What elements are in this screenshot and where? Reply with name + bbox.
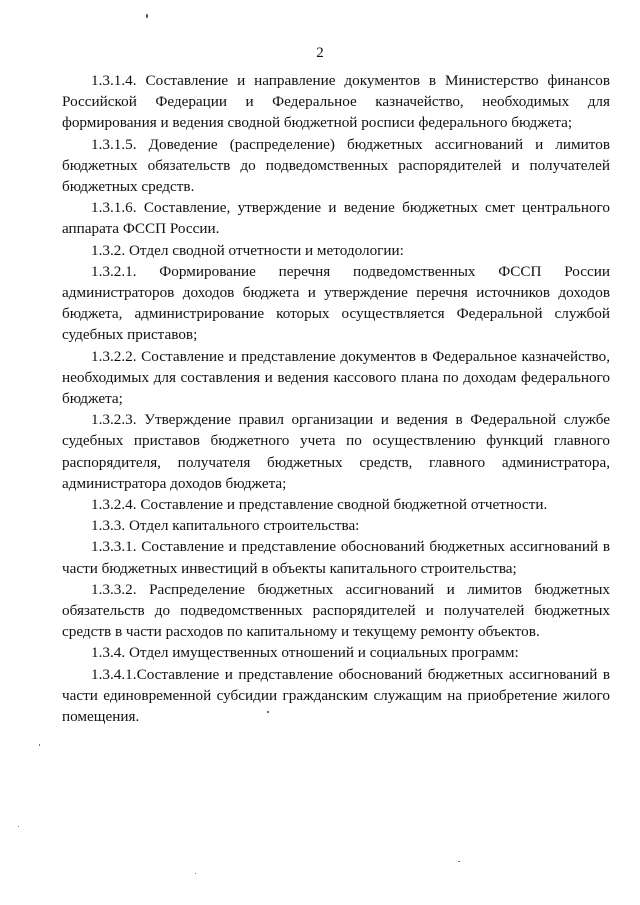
paragraph-1-3-2-1: 1.3.2.1. Формирование перечня подведомственных ФССП России администраторов доходов бюджета и утверждение перечня источников доходов бюджета, администрирование которых осуществляется Федеральной службой судебных приставов;: [62, 262, 610, 344]
scan-speck: [146, 14, 148, 18]
scan-speck: [18, 826, 19, 827]
paragraph-1-3-3-2: 1.3.3.2. Распределение бюджетных ассигнований и лимитов бюджетных обязательств до подведомственных распорядителей и получателей бюджетных средств в части расходов по капитальному и текущему ремонту объектов.: [62, 580, 610, 641]
scan-speck: [458, 861, 460, 862]
scan-speck: [267, 711, 269, 713]
document-body: [62, 70, 610, 727]
paragraph-1-3-1-4: 1.3.1.4. Составление и направление документов в Министерство финансов Российской Федерации и Федеральное казначейство, необходимых для формирования и ведения сводной бюджетной росписи федерального бюджета;: [62, 72, 610, 132]
scan-speck: [195, 873, 196, 874]
page-number: 2: [316, 45, 324, 61]
paragraph-1-3-1-5: 1.3.1.5. Доведение (распределение) бюджетных ассигнований и лимитов бюджетных обязательств до подведомственных распорядителей и получателей бюджетных средств.: [62, 135, 610, 196]
paragraph-1-3-2-2: 1.3.2.2. Составление и представление документов в Федеральное казначейство, необходимых для составления и ведения кассового плана по доходам федерального бюджета;: [62, 347, 610, 408]
paragraph-1-3-2-3: 1.3.2.3. Утверждение правил организации и ведения в Федеральной службе судебных приставов бюджетного учета по осуществлению функций главного распорядителя, получателя бюджетных средств, главного администратора, администратора доходов бюджета;: [62, 411, 610, 492]
paragraph-1-3-3-1: 1.3.3.1. Составление и представление обоснований бюджетных ассигнований в части бюджетных инвестиций в объекты капитального строительства;: [62, 538, 610, 577]
section-heading-1-3-4: 1.3.4. Отдел имущественных отношений и социальных программ:: [91, 644, 519, 662]
paragraph-1-3-2-4: 1.3.2.4. Составление и представление сводной бюджетной отчетности.: [91, 496, 548, 514]
section-heading-1-3-3: 1.3.3. Отдел капитального строительства:: [91, 517, 360, 535]
scan-speck: [39, 744, 40, 746]
paragraph-1-3-1-6: 1.3.1.6. Составление, утверждение и ведение бюджетных смет центрального аппарата ФССП России.: [62, 199, 610, 238]
paragraph-1-3-4-1: 1.3.4.1.Составление и представление обоснований бюджетных ассигнований в части единовременной субсидии гражданским служащим на приобретение жилого помещения.: [62, 665, 610, 726]
section-heading-1-3-2: 1.3.2. Отдел сводной отчетности и методологии:: [91, 241, 404, 259]
